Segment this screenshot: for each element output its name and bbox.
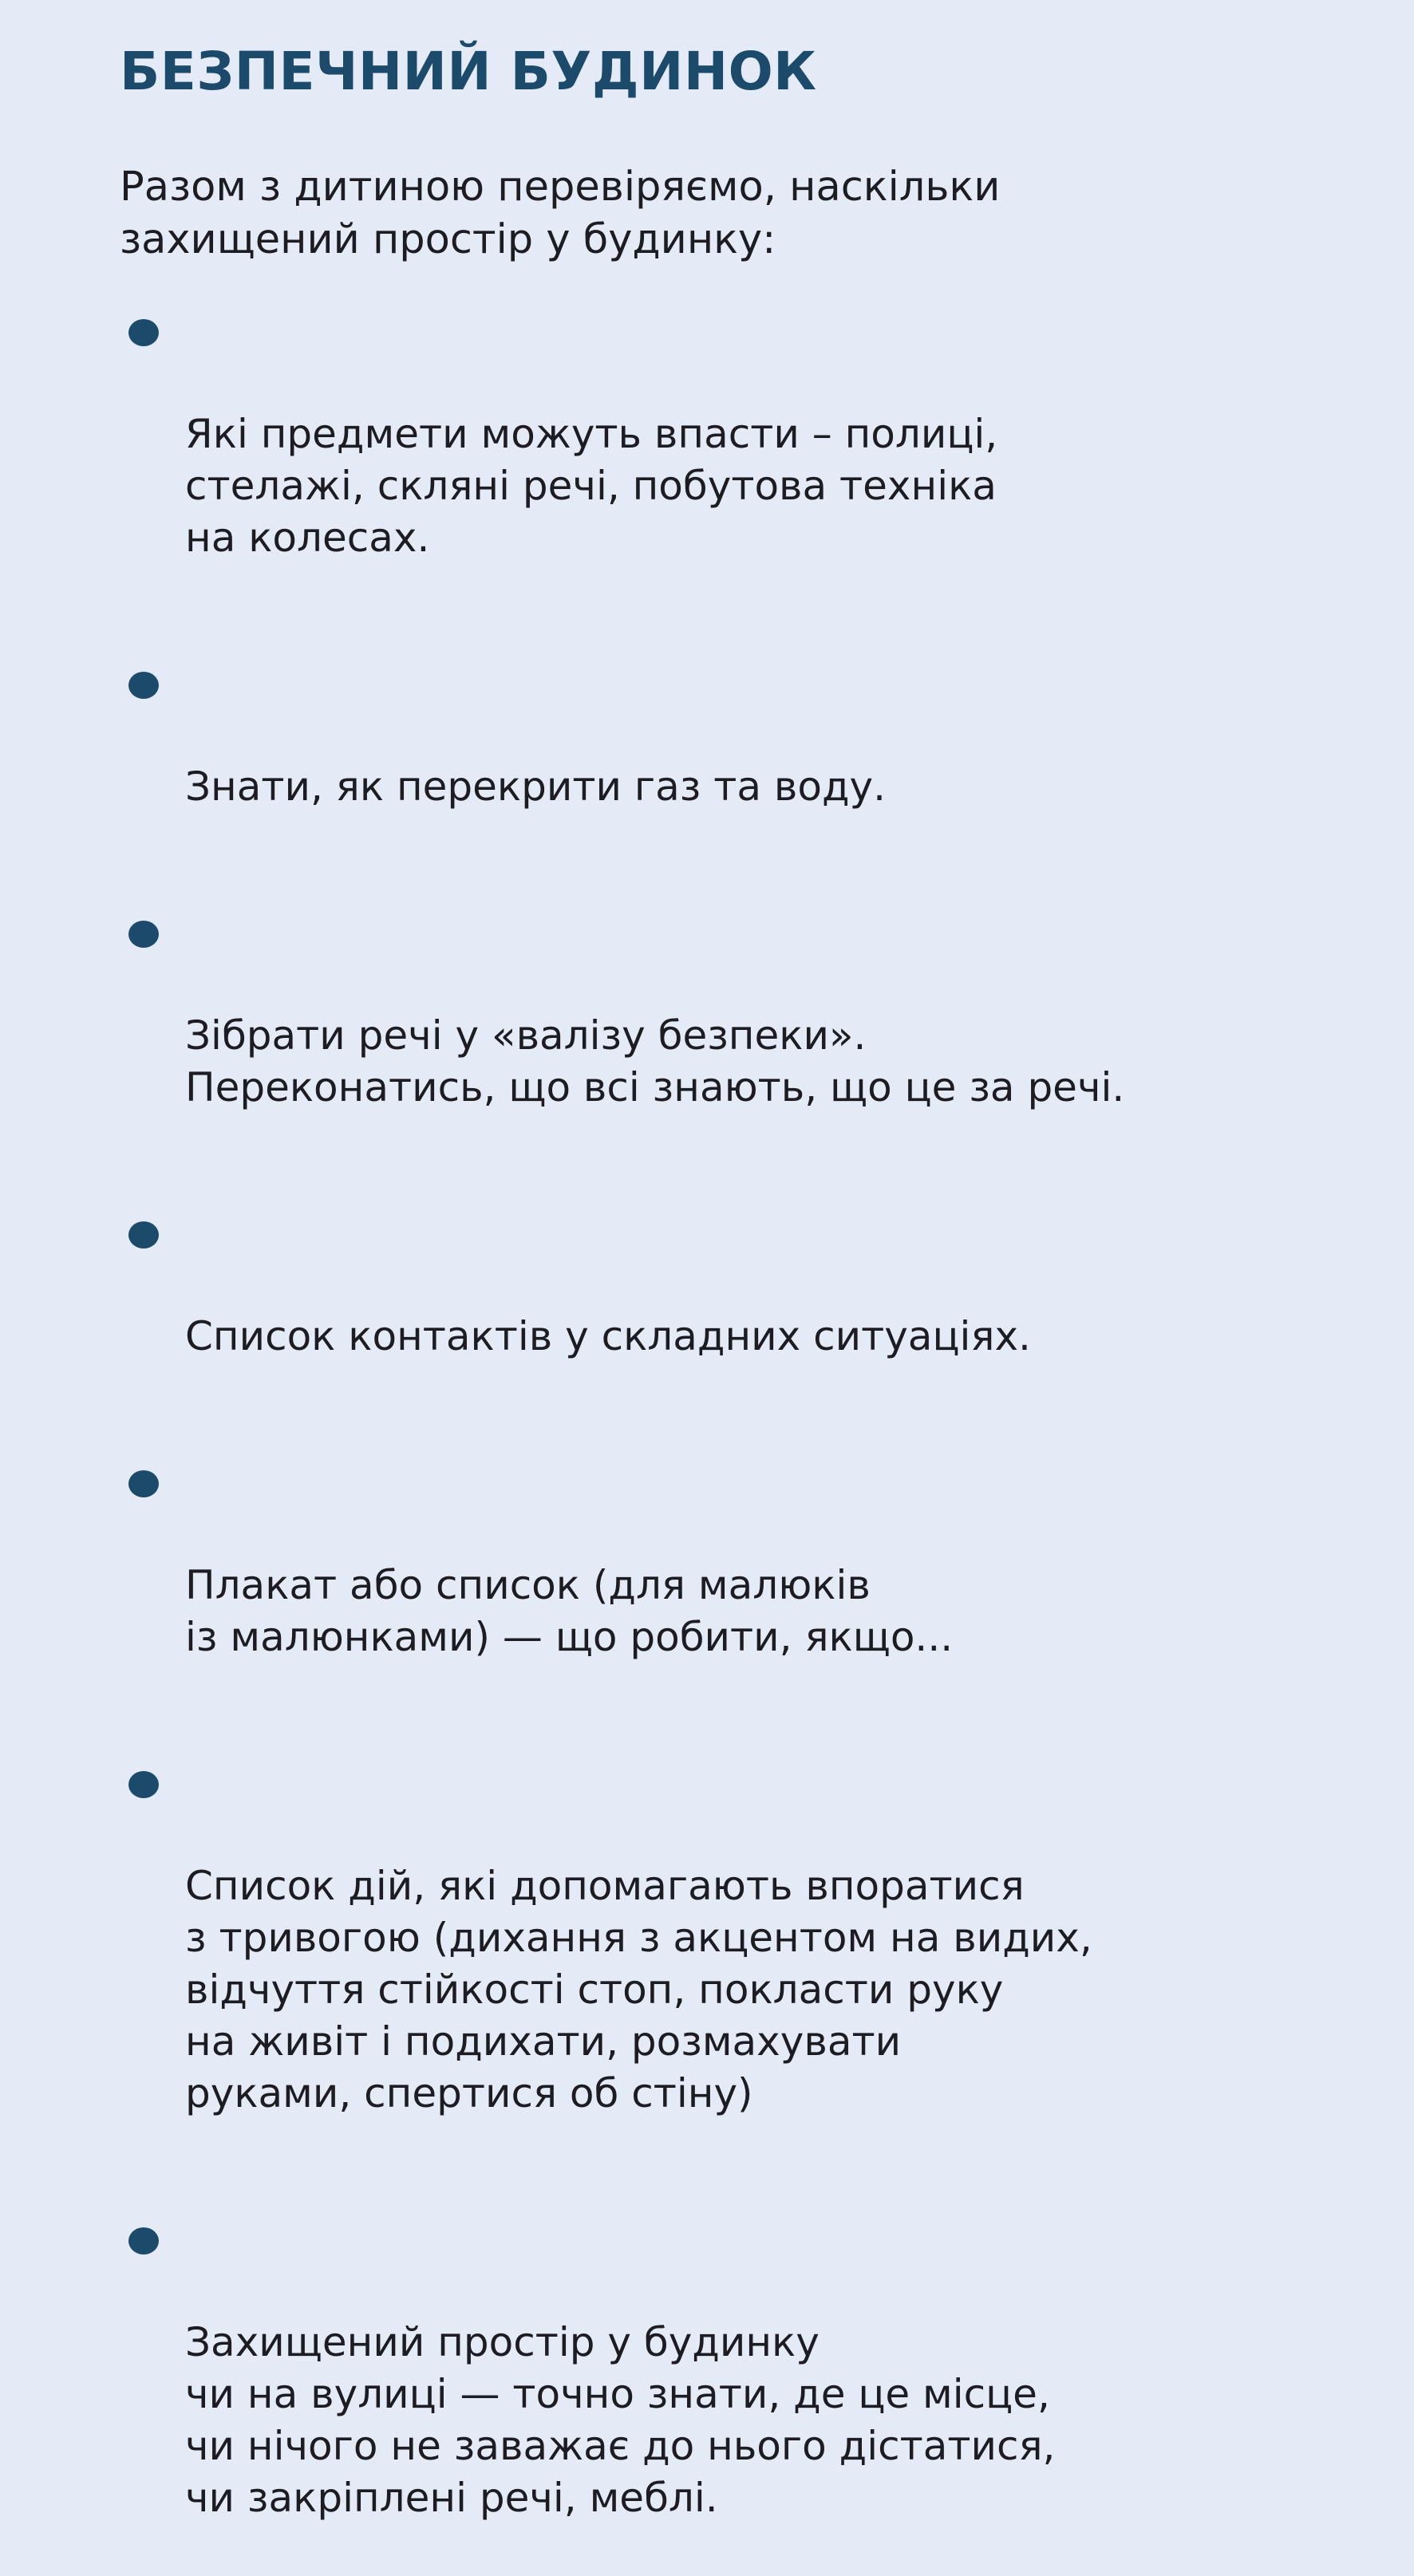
list-item-label: Список контактів у складних ситуаціях. (185, 1313, 1031, 1360)
list-item-label: Захищений простір у будинку чи на вулиці — точно знати, де це місце, чи нічого не заважає до нього дістатися, чи закріплені речі, меблі. (185, 2319, 1056, 2522)
list-item (120, 1207, 1294, 1414)
bullet-icon (128, 1470, 159, 1497)
list-item-label: Знати, як перекрити газ та воду. (185, 763, 887, 811)
bullet-icon (128, 319, 159, 346)
list-item-label: Плакат або список (для малюків із малюнками) — що робити, якщо... (185, 1562, 954, 1661)
page-title: БЕЗПЕЧНИЙ БУДИНОК (120, 41, 817, 102)
bullet-icon (128, 921, 159, 948)
list-item (120, 2213, 1294, 2576)
bullet-icon (128, 2227, 159, 2254)
bullet-icon (128, 1221, 159, 1249)
intro-paragraph: Разом з дитиною перевіряємо, наскільки захищений простір у будинку: (120, 163, 1001, 264)
bullet-icon (128, 1771, 159, 1798)
list-item-label: Які предмети можуть впасти – полиці, стелажі, скляні речі, побутова техніка на колесах. (185, 411, 998, 562)
checklist (120, 266, 1294, 2576)
list-item (120, 657, 1294, 865)
list-item-label: Зібрати речі у «валізу безпеки». Переконатись, що всі знають, що це за речі. (185, 1012, 1125, 1111)
list-item-label: Список дій, які допомагають впоратися з тривогою (дихання з акцентом на видих, відчуття стійкості стоп, покласти руку на живіт і подихати, розмахувати руками, спертися об стіну) (185, 1863, 1092, 2117)
list-item (120, 305, 1294, 616)
list-item (120, 1456, 1294, 1715)
list-item (120, 906, 1294, 1166)
list-item (120, 1757, 1294, 2172)
bullet-icon (128, 672, 159, 699)
